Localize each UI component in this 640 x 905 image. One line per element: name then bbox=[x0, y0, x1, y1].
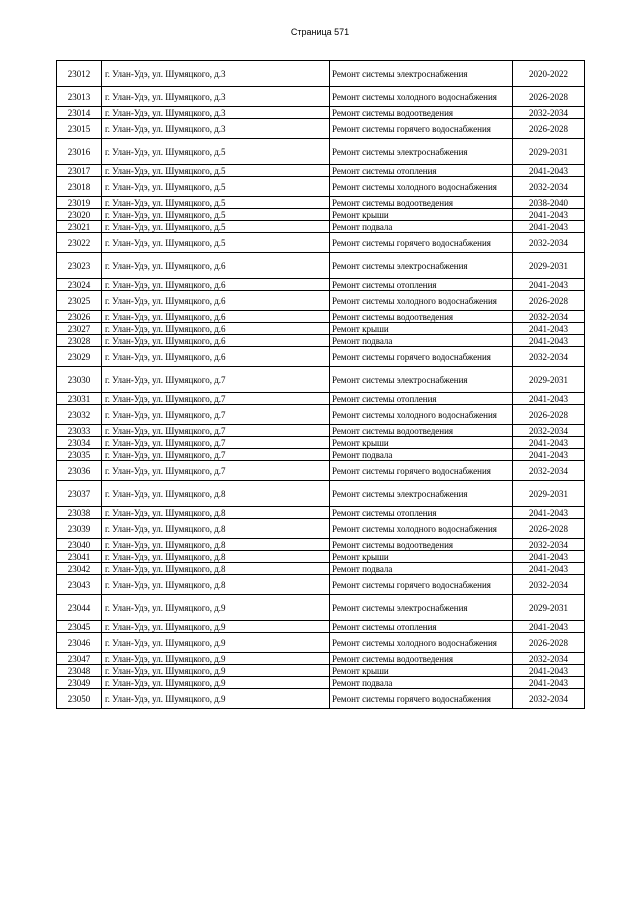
row-number-cell: 23028 bbox=[57, 335, 102, 347]
table-row bbox=[57, 393, 585, 405]
row-number-cell: 23047 bbox=[57, 653, 102, 665]
table-row bbox=[57, 279, 585, 291]
page-title: Страница 571 bbox=[290, 27, 350, 37]
row-number-cell: 23037 bbox=[57, 481, 102, 507]
address-cell: г. Улан-Удэ, ул. Шумяцкого, д.7 bbox=[102, 405, 330, 425]
work-type-cell: Ремонт системы отопления bbox=[330, 621, 513, 633]
period-cell: 2041-2043 bbox=[513, 393, 585, 405]
period-cell: 2020-2022 bbox=[513, 61, 585, 87]
work-type-cell: Ремонт крыши bbox=[330, 437, 513, 449]
work-type-cell: Ремонт системы горячего водоснабжения bbox=[330, 689, 513, 709]
table-row bbox=[57, 481, 585, 507]
row-number-cell: 23033 bbox=[57, 425, 102, 437]
work-type-cell: Ремонт системы холодного водоснабжения bbox=[330, 633, 513, 653]
period-cell: 2041-2043 bbox=[513, 507, 585, 519]
row-number-cell: 23020 bbox=[57, 209, 102, 221]
row-number-cell: 23034 bbox=[57, 437, 102, 449]
row-number-cell: 23016 bbox=[57, 139, 102, 165]
work-type-cell: Ремонт системы горячего водоснабжения bbox=[330, 575, 513, 595]
address-cell: г. Улан-Удэ, ул. Шумяцкого, д.3 bbox=[102, 61, 330, 87]
address-cell: г. Улан-Удэ, ул. Шумяцкого, д.3 bbox=[102, 107, 330, 119]
table-row bbox=[57, 367, 585, 393]
row-number-cell: 23043 bbox=[57, 575, 102, 595]
address-cell: г. Улан-Удэ, ул. Шумяцкого, д.9 bbox=[102, 621, 330, 633]
row-number-cell: 23050 bbox=[57, 689, 102, 709]
row-number-cell: 23041 bbox=[57, 551, 102, 563]
row-number-cell: 23026 bbox=[57, 311, 102, 323]
table-row bbox=[57, 221, 585, 233]
address-cell: г. Улан-Удэ, ул. Шумяцкого, д.7 bbox=[102, 425, 330, 437]
table-row bbox=[57, 633, 585, 653]
work-type-cell: Ремонт системы холодного водоснабжения bbox=[330, 87, 513, 107]
work-type-cell: Ремонт системы водоотведения bbox=[330, 311, 513, 323]
address-cell: г. Улан-Удэ, ул. Шумяцкого, д.8 bbox=[102, 539, 330, 551]
table-row bbox=[57, 233, 585, 253]
address-cell: г. Улан-Удэ, ул. Шумяцкого, д.9 bbox=[102, 595, 330, 621]
table-row bbox=[57, 507, 585, 519]
address-cell: г. Улан-Удэ, ул. Шумяцкого, д.9 bbox=[102, 665, 330, 677]
address-cell: г. Улан-Удэ, ул. Шумяцкого, д.6 bbox=[102, 253, 330, 279]
address-cell: г. Улан-Удэ, ул. Шумяцкого, д.7 bbox=[102, 449, 330, 461]
table-row bbox=[57, 139, 585, 165]
period-cell: 2026-2028 bbox=[513, 291, 585, 311]
address-cell: г. Улан-Удэ, ул. Шумяцкого, д.6 bbox=[102, 347, 330, 367]
table-row bbox=[57, 677, 585, 689]
address-cell: г. Улан-Удэ, ул. Шумяцкого, д.5 bbox=[102, 233, 330, 253]
work-type-cell: Ремонт крыши bbox=[330, 665, 513, 677]
row-number-cell: 23030 bbox=[57, 367, 102, 393]
period-cell: 2041-2043 bbox=[513, 563, 585, 575]
table-row bbox=[57, 107, 585, 119]
row-number-cell: 23012 bbox=[57, 61, 102, 87]
work-type-cell: Ремонт подвала bbox=[330, 335, 513, 347]
table-row bbox=[57, 335, 585, 347]
row-number-cell: 23029 bbox=[57, 347, 102, 367]
period-cell: 2032-2034 bbox=[513, 653, 585, 665]
period-cell: 2041-2043 bbox=[513, 279, 585, 291]
work-type-cell: Ремонт системы электроснабжения bbox=[330, 367, 513, 393]
table-row bbox=[57, 119, 585, 139]
period-cell: 2026-2028 bbox=[513, 119, 585, 139]
work-type-cell: Ремонт подвала bbox=[330, 563, 513, 575]
row-number-cell: 23045 bbox=[57, 621, 102, 633]
period-cell: 2029-2031 bbox=[513, 367, 585, 393]
table-row bbox=[57, 425, 585, 437]
row-number-cell: 23021 bbox=[57, 221, 102, 233]
row-number-cell: 23040 bbox=[57, 539, 102, 551]
work-type-cell: Ремонт системы холодного водоснабжения bbox=[330, 519, 513, 539]
table-row bbox=[57, 347, 585, 367]
address-cell: г. Улан-Удэ, ул. Шумяцкого, д.6 bbox=[102, 311, 330, 323]
address-cell: г. Улан-Удэ, ул. Шумяцкого, д.9 bbox=[102, 653, 330, 665]
work-type-cell: Ремонт системы холодного водоснабжения bbox=[330, 405, 513, 425]
row-number-cell: 23039 bbox=[57, 519, 102, 539]
period-cell: 2041-2043 bbox=[513, 335, 585, 347]
table-row bbox=[57, 291, 585, 311]
address-cell: г. Улан-Удэ, ул. Шумяцкого, д.5 bbox=[102, 197, 330, 209]
period-cell: 2038-2040 bbox=[513, 197, 585, 209]
row-number-cell: 23025 bbox=[57, 291, 102, 311]
period-cell: 2026-2028 bbox=[513, 519, 585, 539]
address-cell: г. Улан-Удэ, ул. Шумяцкого, д.6 bbox=[102, 335, 330, 347]
table-row bbox=[57, 209, 585, 221]
table-row bbox=[57, 61, 585, 87]
address-cell: г. Улан-Удэ, ул. Шумяцкого, д.9 bbox=[102, 677, 330, 689]
row-number-cell: 23014 bbox=[57, 107, 102, 119]
address-cell: г. Улан-Удэ, ул. Шумяцкого, д.6 bbox=[102, 279, 330, 291]
row-number-cell: 23013 bbox=[57, 87, 102, 107]
table-row bbox=[57, 177, 585, 197]
row-number-cell: 23046 bbox=[57, 633, 102, 653]
work-type-cell: Ремонт системы горячего водоснабжения bbox=[330, 347, 513, 367]
row-number-cell: 23019 bbox=[57, 197, 102, 209]
period-cell: 2041-2043 bbox=[513, 621, 585, 633]
work-type-cell: Ремонт системы водоотведения bbox=[330, 653, 513, 665]
table-row bbox=[57, 323, 585, 335]
row-number-cell: 23024 bbox=[57, 279, 102, 291]
period-cell: 2041-2043 bbox=[513, 209, 585, 221]
row-number-cell: 23023 bbox=[57, 253, 102, 279]
work-type-cell: Ремонт системы водоотведения bbox=[330, 425, 513, 437]
work-type-cell: Ремонт системы водоотведения bbox=[330, 107, 513, 119]
address-cell: г. Улан-Удэ, ул. Шумяцкого, д.7 bbox=[102, 393, 330, 405]
work-type-cell: Ремонт системы электроснабжения bbox=[330, 595, 513, 621]
address-cell: г. Улан-Удэ, ул. Шумяцкого, д.6 bbox=[102, 291, 330, 311]
row-number-cell: 23015 bbox=[57, 119, 102, 139]
period-cell: 2041-2043 bbox=[513, 551, 585, 563]
row-number-cell: 23038 bbox=[57, 507, 102, 519]
address-cell: г. Улан-Удэ, ул. Шумяцкого, д.5 bbox=[102, 139, 330, 165]
address-cell: г. Улан-Удэ, ул. Шумяцкого, д.8 bbox=[102, 507, 330, 519]
period-cell: 2041-2043 bbox=[513, 449, 585, 461]
row-number-cell: 23049 bbox=[57, 677, 102, 689]
table-row bbox=[57, 253, 585, 279]
work-type-cell: Ремонт крыши bbox=[330, 209, 513, 221]
period-cell: 2032-2034 bbox=[513, 539, 585, 551]
table-row bbox=[57, 621, 585, 633]
table-row bbox=[57, 563, 585, 575]
address-cell: г. Улан-Удэ, ул. Шумяцкого, д.5 bbox=[102, 177, 330, 197]
period-cell: 2029-2031 bbox=[513, 139, 585, 165]
table-row bbox=[57, 539, 585, 551]
work-type-cell: Ремонт подвала bbox=[330, 221, 513, 233]
period-cell: 2032-2034 bbox=[513, 347, 585, 367]
work-type-cell: Ремонт системы горячего водоснабжения bbox=[330, 119, 513, 139]
address-cell: г. Улан-Удэ, ул. Шумяцкого, д.8 bbox=[102, 551, 330, 563]
row-number-cell: 23032 bbox=[57, 405, 102, 425]
address-cell: г. Улан-Удэ, ул. Шумяцкого, д.5 bbox=[102, 221, 330, 233]
work-type-cell: Ремонт крыши bbox=[330, 323, 513, 335]
address-cell: г. Улан-Удэ, ул. Шумяцкого, д.3 bbox=[102, 119, 330, 139]
row-number-cell: 23018 bbox=[57, 177, 102, 197]
work-type-cell: Ремонт системы водоотведения bbox=[330, 197, 513, 209]
period-cell: 2041-2043 bbox=[513, 221, 585, 233]
address-cell: г. Улан-Удэ, ул. Шумяцкого, д.9 bbox=[102, 689, 330, 709]
table-row bbox=[57, 405, 585, 425]
work-type-cell: Ремонт системы отопления bbox=[330, 165, 513, 177]
period-cell: 2041-2043 bbox=[513, 165, 585, 177]
work-type-cell: Ремонт крыши bbox=[330, 551, 513, 563]
period-cell: 2032-2034 bbox=[513, 233, 585, 253]
table-row bbox=[57, 197, 585, 209]
work-type-cell: Ремонт системы водоотведения bbox=[330, 539, 513, 551]
period-cell: 2041-2043 bbox=[513, 437, 585, 449]
table-row bbox=[57, 665, 585, 677]
table-row bbox=[57, 595, 585, 621]
address-cell: г. Улан-Удэ, ул. Шумяцкого, д.8 bbox=[102, 563, 330, 575]
work-type-cell: Ремонт системы отопления bbox=[330, 393, 513, 405]
work-type-cell: Ремонт системы электроснабжения bbox=[330, 139, 513, 165]
work-type-cell: Ремонт системы отопления bbox=[330, 279, 513, 291]
row-number-cell: 23027 bbox=[57, 323, 102, 335]
address-cell: г. Улан-Удэ, ул. Шумяцкого, д.3 bbox=[102, 87, 330, 107]
work-type-cell: Ремонт системы холодного водоснабжения bbox=[330, 291, 513, 311]
address-cell: г. Улан-Удэ, ул. Шумяцкого, д.7 bbox=[102, 367, 330, 393]
period-cell: 2029-2031 bbox=[513, 595, 585, 621]
row-number-cell: 23022 bbox=[57, 233, 102, 253]
table-row bbox=[57, 689, 585, 709]
address-cell: г. Улан-Удэ, ул. Шумяцкого, д.5 bbox=[102, 209, 330, 221]
work-type-cell: Ремонт системы электроснабжения bbox=[330, 253, 513, 279]
period-cell: 2032-2034 bbox=[513, 311, 585, 323]
work-type-cell: Ремонт системы горячего водоснабжения bbox=[330, 461, 513, 481]
period-cell: 2026-2028 bbox=[513, 405, 585, 425]
address-cell: г. Улан-Удэ, ул. Шумяцкого, д.5 bbox=[102, 165, 330, 177]
row-number-cell: 23048 bbox=[57, 665, 102, 677]
work-type-cell: Ремонт системы электроснабжения bbox=[330, 61, 513, 87]
period-cell: 2026-2028 bbox=[513, 87, 585, 107]
address-cell: г. Улан-Удэ, ул. Шумяцкого, д.8 bbox=[102, 575, 330, 595]
repair-schedule-table bbox=[56, 60, 585, 709]
period-cell: 2032-2034 bbox=[513, 425, 585, 437]
period-cell: 2029-2031 bbox=[513, 253, 585, 279]
table-row bbox=[57, 653, 585, 665]
address-cell: г. Улан-Удэ, ул. Шумяцкого, д.6 bbox=[102, 323, 330, 335]
work-type-cell: Ремонт системы отопления bbox=[330, 507, 513, 519]
period-cell: 2032-2034 bbox=[513, 177, 585, 197]
address-cell: г. Улан-Удэ, ул. Шумяцкого, д.7 bbox=[102, 437, 330, 449]
table-body bbox=[57, 61, 585, 709]
table-row bbox=[57, 165, 585, 177]
table-row bbox=[57, 461, 585, 481]
period-cell: 2041-2043 bbox=[513, 677, 585, 689]
work-type-cell: Ремонт подвала bbox=[330, 677, 513, 689]
row-number-cell: 23031 bbox=[57, 393, 102, 405]
table-row bbox=[57, 87, 585, 107]
work-type-cell: Ремонт системы горячего водоснабжения bbox=[330, 233, 513, 253]
address-cell: г. Улан-Удэ, ул. Шумяцкого, д.7 bbox=[102, 461, 330, 481]
table-row bbox=[57, 437, 585, 449]
row-number-cell: 23017 bbox=[57, 165, 102, 177]
row-number-cell: 23042 bbox=[57, 563, 102, 575]
work-type-cell: Ремонт системы электроснабжения bbox=[330, 481, 513, 507]
work-type-cell: Ремонт подвала bbox=[330, 449, 513, 461]
table-row bbox=[57, 551, 585, 563]
address-cell: г. Улан-Удэ, ул. Шумяцкого, д.8 bbox=[102, 481, 330, 507]
table-row bbox=[57, 311, 585, 323]
work-type-cell: Ремонт системы холодного водоснабжения bbox=[330, 177, 513, 197]
period-cell: 2041-2043 bbox=[513, 665, 585, 677]
period-cell: 2032-2034 bbox=[513, 107, 585, 119]
row-number-cell: 23035 bbox=[57, 449, 102, 461]
table-row bbox=[57, 575, 585, 595]
period-cell: 2041-2043 bbox=[513, 323, 585, 335]
address-cell: г. Улан-Удэ, ул. Шумяцкого, д.9 bbox=[102, 633, 330, 653]
table-row bbox=[57, 449, 585, 461]
period-cell: 2032-2034 bbox=[513, 575, 585, 595]
period-cell: 2032-2034 bbox=[513, 689, 585, 709]
row-number-cell: 23044 bbox=[57, 595, 102, 621]
period-cell: 2032-2034 bbox=[513, 461, 585, 481]
period-cell: 2026-2028 bbox=[513, 633, 585, 653]
address-cell: г. Улан-Удэ, ул. Шумяцкого, д.8 bbox=[102, 519, 330, 539]
table-row bbox=[57, 519, 585, 539]
period-cell: 2029-2031 bbox=[513, 481, 585, 507]
row-number-cell: 23036 bbox=[57, 461, 102, 481]
